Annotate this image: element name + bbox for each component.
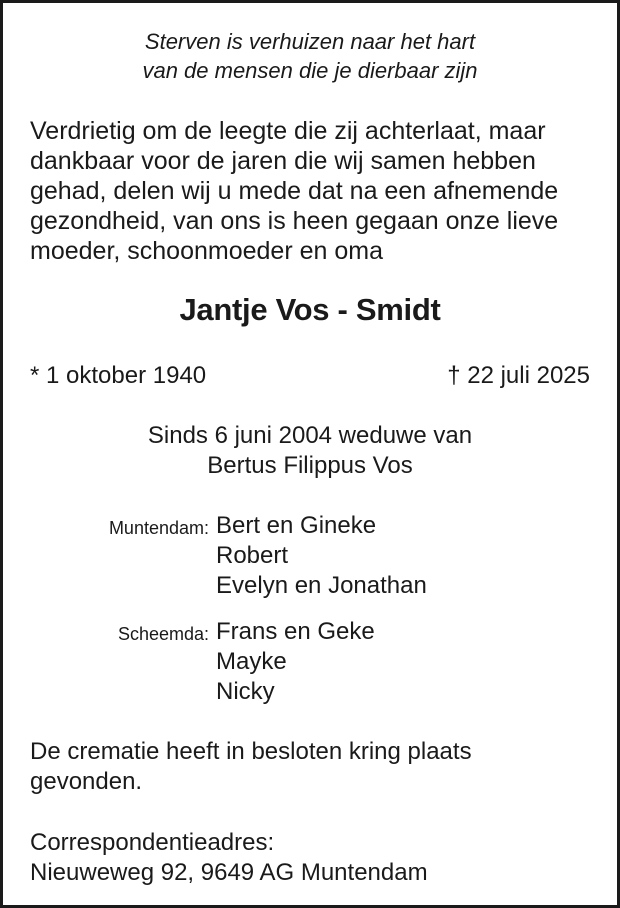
- family-member: Nicky: [216, 678, 275, 705]
- motto-line: van de mensen die je dierbaar zijn: [142, 58, 478, 83]
- address-label: Correspondentieadres:: [30, 829, 275, 856]
- cremation-line: gevonden.: [30, 768, 143, 795]
- family-place: Scheemda:: [117, 624, 209, 644]
- intro-line: Verdrietig om de leegte die zij achterlaat, maar: [30, 117, 546, 145]
- intro-text: [30, 116, 600, 266]
- death-date: † 22 juli 2025: [447, 362, 590, 389]
- address-line: Nieuweweg 92, 9649 AG Muntendam: [30, 859, 428, 886]
- family-member: Bert en Gineke: [216, 512, 377, 539]
- family-member: Mayke: [216, 648, 287, 675]
- family-member: Frans en Geke: [216, 618, 375, 645]
- family-member: Robert: [216, 542, 289, 569]
- intro-line: gezondheid, van ons is heen gegaan onze lieve: [30, 207, 559, 235]
- correspondence-address: [30, 828, 428, 888]
- widow-line: Sinds 6 juni 2004 weduwe van: [147, 422, 473, 449]
- intro-line: dankbaar voor de jaren die wij samen hebben: [30, 147, 536, 175]
- cremation-line: De crematie heeft in besloten kring plaats: [30, 738, 472, 765]
- family-members: [216, 511, 427, 601]
- widow-line: Bertus Filippus Vos: [207, 452, 413, 479]
- motto: [3, 27, 617, 85]
- family-place: Muntendam:: [108, 518, 209, 538]
- widow-statement: [3, 421, 617, 481]
- intro-line: gehad, delen wij u mede dat na een afnemende: [30, 177, 559, 205]
- family-member: Evelyn en Jonathan: [216, 572, 427, 599]
- birth-date: * 1 oktober 1940: [30, 362, 207, 389]
- cremation-notice: [30, 737, 472, 797]
- family-members: [216, 617, 375, 707]
- intro-line: moeder, schoonmoeder en oma: [30, 237, 383, 265]
- deceased-name: Jantje Vos - Smidt: [179, 292, 441, 327]
- motto-line: Sterven is verhuizen naar het hart: [144, 29, 476, 54]
